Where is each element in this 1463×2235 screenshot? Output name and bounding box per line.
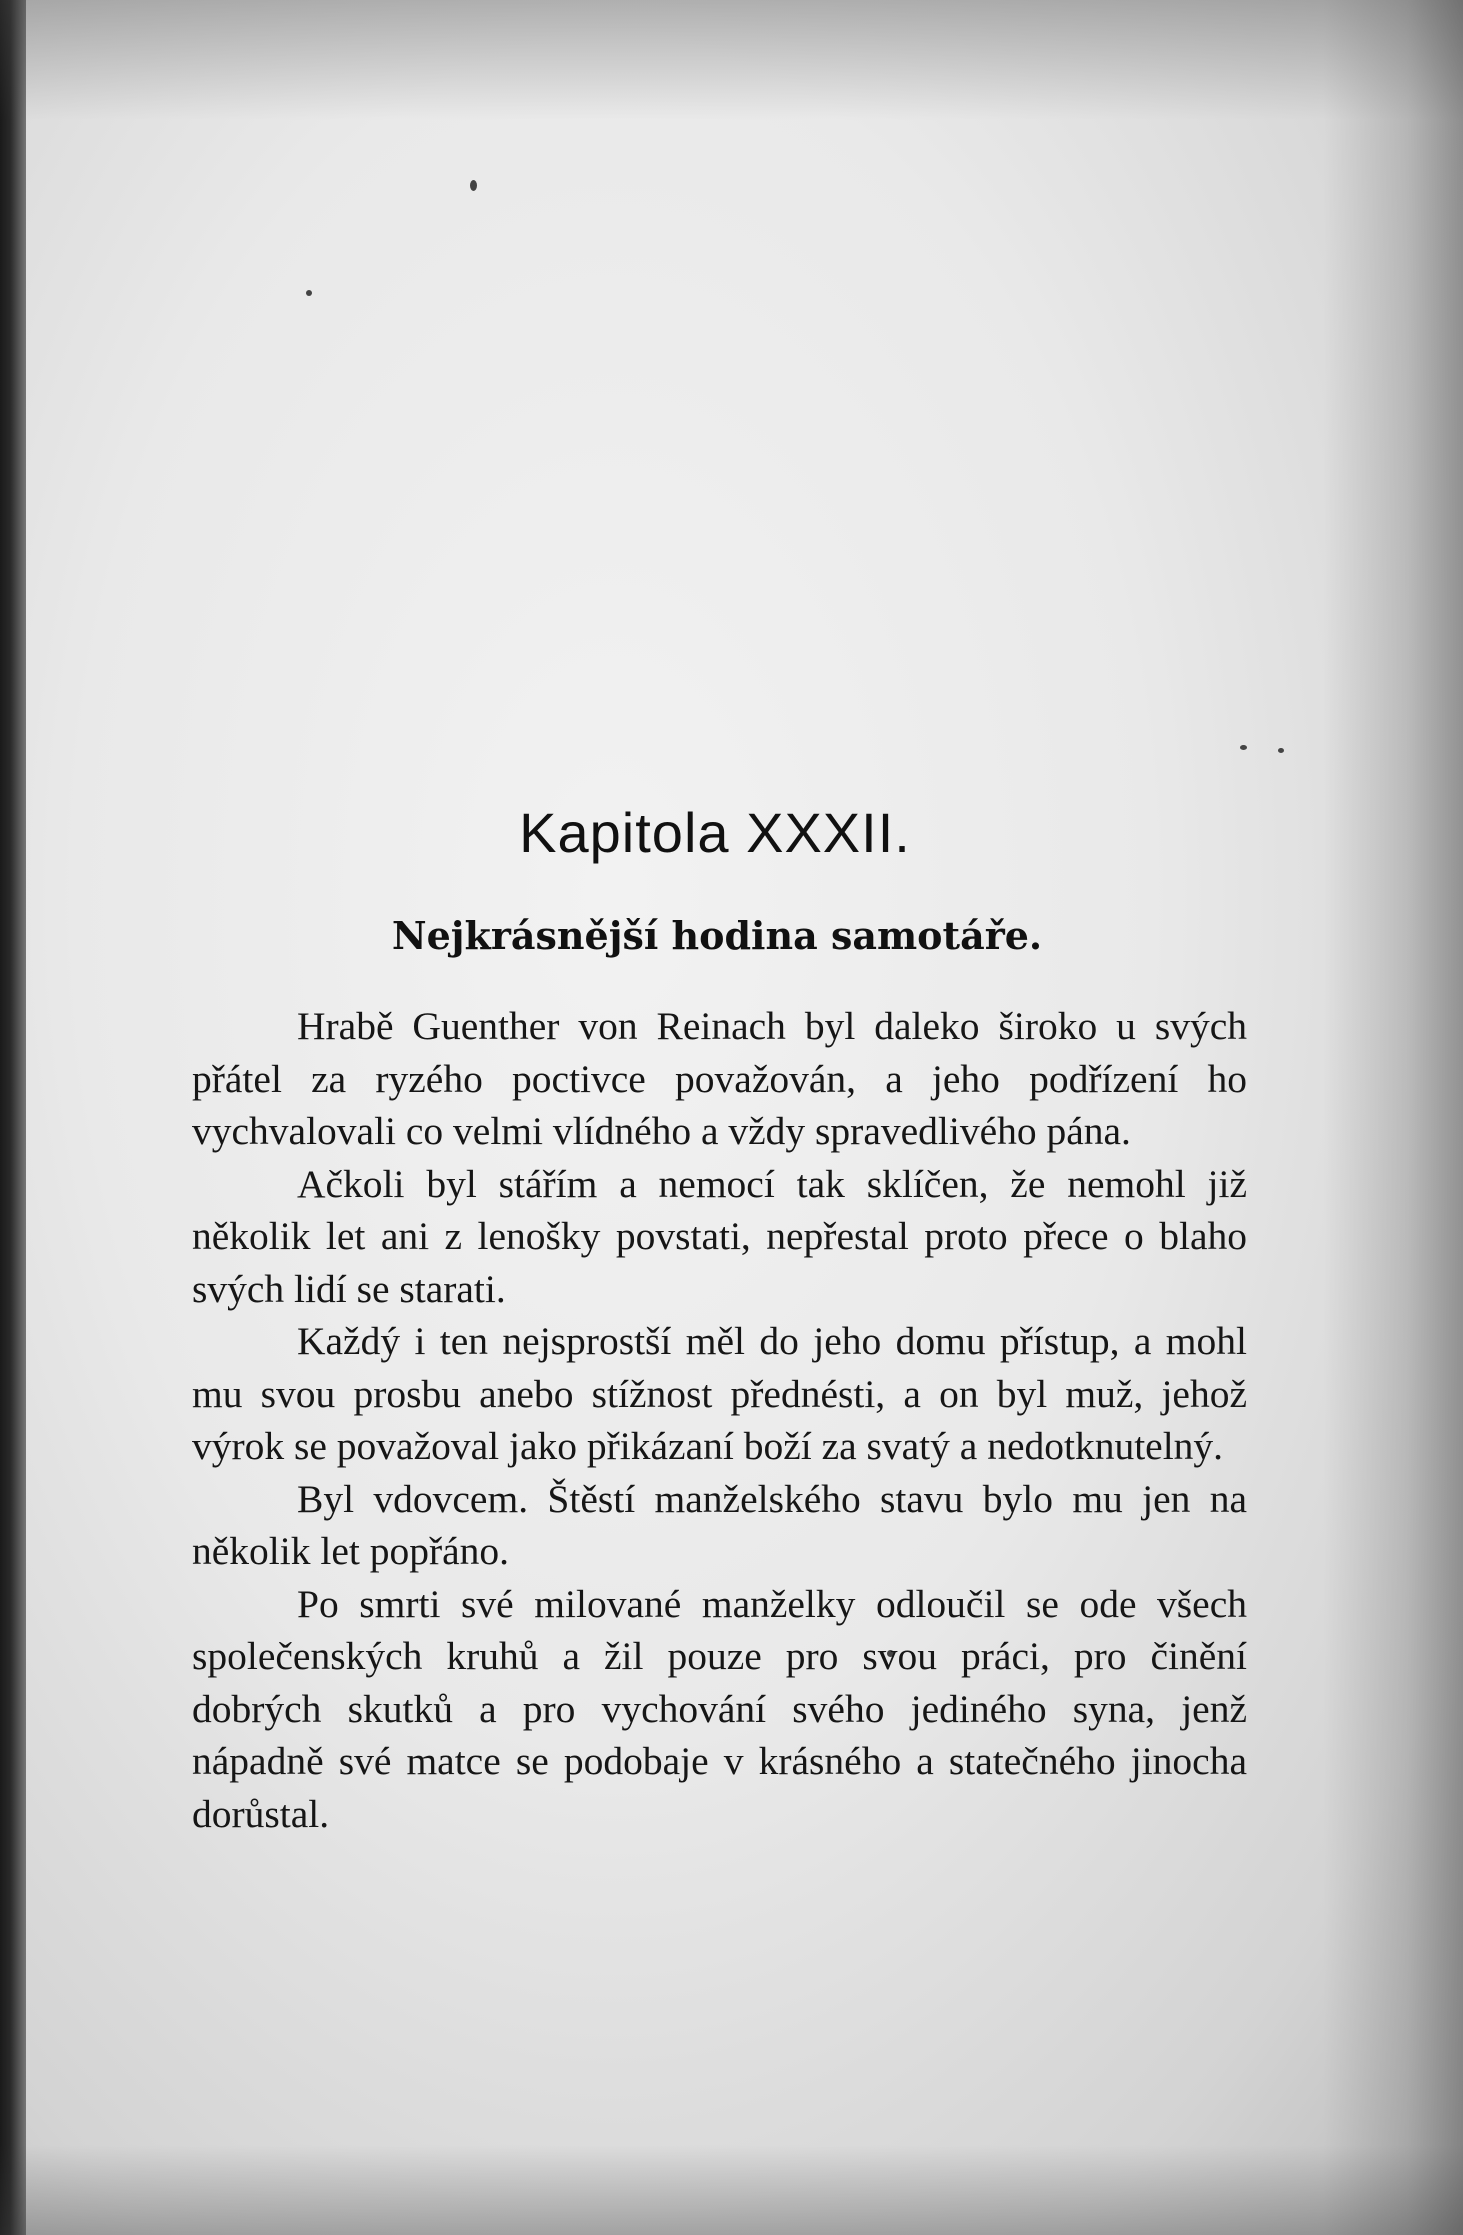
- scan-top-shadow: [0, 0, 1463, 120]
- scan-speck: [1240, 745, 1247, 750]
- page-binding-edge: [0, 0, 26, 2235]
- scan-speck: [1278, 748, 1284, 753]
- chapter-subtitle: Nejkrásnější hodina samotáře.: [391, 913, 1043, 958]
- paragraph: Byl vdovcem. Štěstí manželského stavu bylo mu jen na několik let popřáno.: [192, 1476, 1247, 1573]
- paragraph: Hrabě Guenther von Reinach byl daleko široko u svých přátel za ryzého poctivce považován, a jeho podřízení ho vychvalovali co velmi vlídného a vždy spravedlivého pána.: [192, 1004, 1247, 1153]
- paragraph: Po smrti své milované manželky odloučil se ode všech společenských kruhů a žil pouze pro svou práci, pro činění dobrých skutků a pro vychování svého jediného syna, jenž nápadně své matce se podobaje v krásného a statečného jinocha dorůstal.: [192, 1581, 1247, 1836]
- paragraph: Každý i ten nejsprostší měl do jeho domu přístup, a mohl mu svou prosbu anebo stížnost přednésti, a on byl muž, jehož výrok se považoval jako přikázaní boží za svatý a nedotknutelný.: [192, 1319, 1247, 1468]
- scan-right-shadow: [1323, 0, 1463, 2235]
- scan-bottom-shadow: [0, 2145, 1463, 2235]
- chapter-title: Kapitola XXXII.: [519, 801, 911, 864]
- chapter-body: [192, 1000, 1247, 1840]
- scan-speck: [470, 180, 477, 191]
- scan-speck: [306, 290, 312, 296]
- paragraph: Ačkoli byl stářím a nemocí tak sklíčen, že nemohl již několik let ani z lenošky povstati, nepřestal proto přece o blaho svých lidí se starati.: [192, 1161, 1247, 1311]
